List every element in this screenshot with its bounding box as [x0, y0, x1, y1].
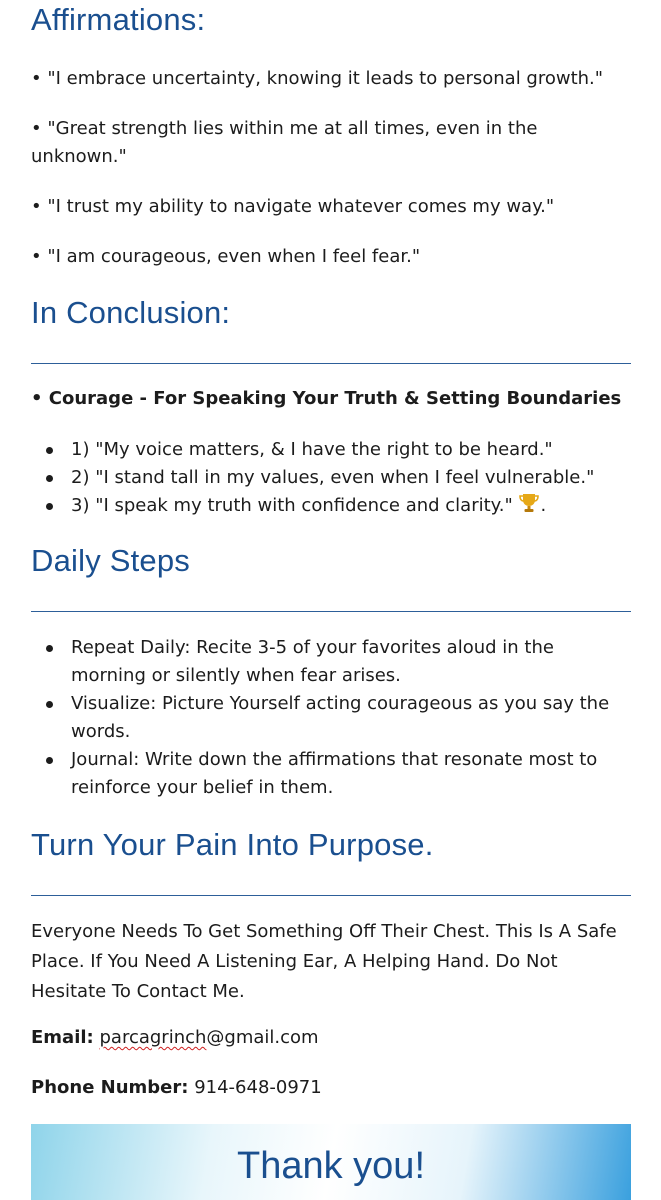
purpose-heading: Turn Your Pain Into Purpose. — [31, 827, 434, 862]
bullet-icon — [46, 447, 53, 454]
list-item: 3) "I speak my truth with confidence and clarity." . — [31, 492, 636, 523]
list-item: Journal: Write down the affirmations that resonate most to reinforce your belief in them. — [31, 746, 626, 802]
conclusion-heading: In Conclusion: — [31, 295, 231, 330]
list-item: Visualize: Picture Yourself acting courageous as you say the words. — [31, 690, 626, 746]
bullet-icon — [46, 475, 53, 482]
daily-steps-list — [31, 634, 626, 802]
trophy-icon — [518, 492, 540, 523]
affirmation-item: • "Great strength lies within me at all times, even in the unknown." — [31, 118, 538, 167]
bullet-icon — [46, 503, 53, 510]
list-item: Repeat Daily: Recite 3-5 of your favorites aloud in the morning or silently when fear arises. — [31, 634, 626, 690]
list-item: 1) "My voice matters, & I have the right to be heard." — [31, 436, 636, 464]
affirmations-heading: Affirmations: — [31, 2, 206, 37]
section-divider — [31, 363, 631, 364]
email-user[interactable]: parcagrinch — [99, 1027, 207, 1048]
bullet-icon — [46, 701, 53, 708]
email-line — [31, 1024, 319, 1052]
email-domain[interactable]: @gmail.com — [206, 1027, 319, 1048]
phone-label: Phone Number: — [31, 1077, 189, 1098]
phone-line — [31, 1074, 322, 1102]
purpose-paragraph: Everyone Needs To Get Something Off Their Chest. This Is A Safe Place. If You Need A Listening Ear, A Helping Hand. Do Not Hesitate To Contact Me. — [31, 921, 617, 1002]
affirmation-item: • "I embrace uncertainty, knowing it leads to personal growth." — [31, 68, 604, 89]
list-item: 2) "I stand tall in my values, even when I feel vulnerable." — [31, 464, 636, 492]
bullet-icon — [46, 757, 53, 764]
section-divider — [31, 895, 631, 896]
banner-text: Thank you! — [237, 1144, 425, 1187]
daily-steps-heading: Daily Steps — [31, 543, 190, 578]
conclusion-list — [31, 436, 636, 523]
section-divider — [31, 611, 631, 612]
email-label: Email: — [31, 1027, 94, 1048]
phone-value[interactable]: 914-648-0971 — [194, 1077, 322, 1098]
thank-you-banner — [31, 1124, 631, 1200]
affirmation-item: • "I trust my ability to navigate whatever comes my way." — [31, 196, 555, 217]
conclusion-subheading: • Courage - For Speaking Your Truth & Setting Boundaries — [31, 388, 622, 409]
affirmation-item: • "I am courageous, even when I feel fear." — [31, 246, 421, 267]
bullet-icon — [46, 645, 53, 652]
